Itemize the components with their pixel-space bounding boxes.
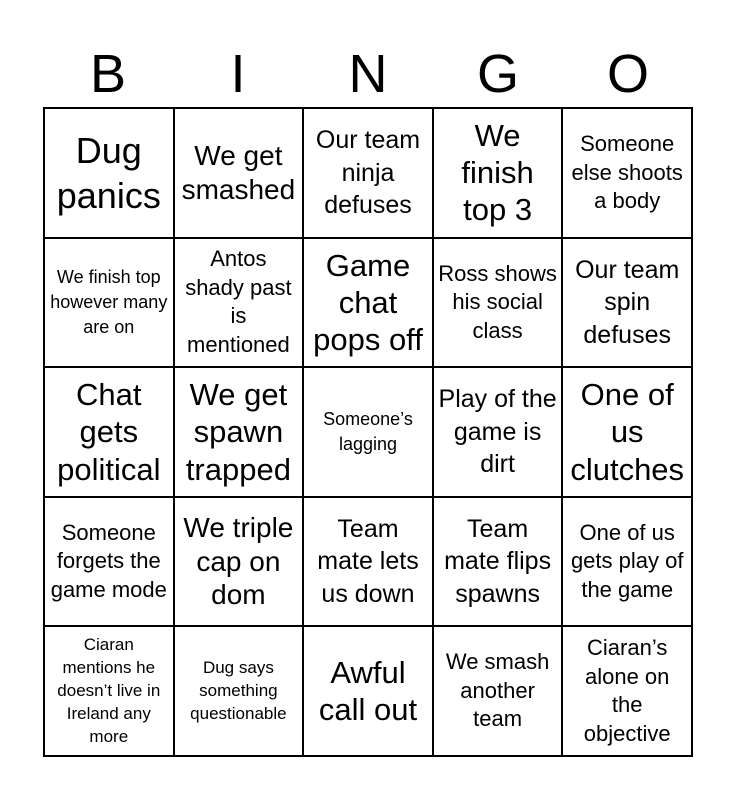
bingo-cell[interactable] [433,108,563,238]
bingo-cell[interactable] [303,626,433,756]
bingo-cell[interactable] [174,626,304,756]
cell-text: Ross shows his social class [438,260,557,343]
cell-text: Game chat pops off [313,247,423,357]
bingo-cell[interactable] [44,626,174,756]
bingo-cell[interactable] [44,238,174,368]
cell-text: Chat gets political [57,377,161,487]
cell-text: Awful call out [318,655,418,728]
cell-text: We finish top however many are on [50,266,168,337]
cell-text: Antos shady past is mentioned [185,246,292,357]
header-letter-n: N [348,44,388,104]
cell-text: We triple cap on dom [183,512,294,611]
bingo-cell[interactable] [433,367,563,497]
bingo-cell[interactable] [174,497,304,627]
bingo-cell[interactable] [562,108,692,238]
cell-text: Dug says something questionable [190,657,287,723]
cell-text: Someone forgets the game mode [50,519,167,602]
bingo-cell[interactable] [562,497,692,627]
cell-text: We finish top 3 [461,118,534,228]
header-letter-i: I [230,44,246,104]
bingo-cell[interactable] [174,108,304,238]
cell-text: Someone’s lagging [323,408,413,454]
cell-text: One of us clutches [570,377,685,487]
bingo-cell[interactable] [303,497,433,627]
cell-text: Ciaran mentions he doesn’t live in Ireland any more [57,634,161,746]
header-letter-o: O [606,44,649,104]
bingo-grid [43,107,693,757]
bingo-cell[interactable] [174,238,304,368]
cell-text: Dug panics [56,129,161,216]
bingo-cell[interactable] [433,497,563,627]
bingo-cell[interactable] [562,238,692,368]
bingo-cell[interactable] [44,108,174,238]
bingo-header [43,40,693,108]
bingo-cell[interactable] [44,367,174,497]
bingo-cell[interactable] [44,497,174,627]
cell-text: We get smashed [181,140,296,205]
cell-text: Team mate lets us down [317,514,419,608]
cell-text: Play of the game is dirt [438,385,557,479]
cell-text: Our team ninja defuses [315,126,421,220]
cell-text: One of us gets play of the game [570,519,684,602]
cell-text: Our team spin defuses [575,255,680,349]
cell-text: We get spawn trapped [185,377,291,487]
bingo-cell[interactable] [562,367,692,497]
bingo-cell[interactable] [303,238,433,368]
cell-text: Ciaran’s alone on the objective [583,635,671,746]
bingo-cell[interactable] [433,238,563,368]
bingo-cell[interactable] [433,626,563,756]
header-letter-g: G [476,44,519,104]
bingo-cell[interactable] [174,367,304,497]
bingo-cell[interactable] [303,108,433,238]
cell-text: We smash another team [445,649,550,732]
cell-text: Someone else shoots a body [571,130,683,214]
cell-text: Team mate flips spawns [444,514,552,608]
header-letter-b: B [89,44,127,104]
bingo-cell[interactable] [303,367,433,497]
bingo-cell[interactable] [562,626,692,756]
